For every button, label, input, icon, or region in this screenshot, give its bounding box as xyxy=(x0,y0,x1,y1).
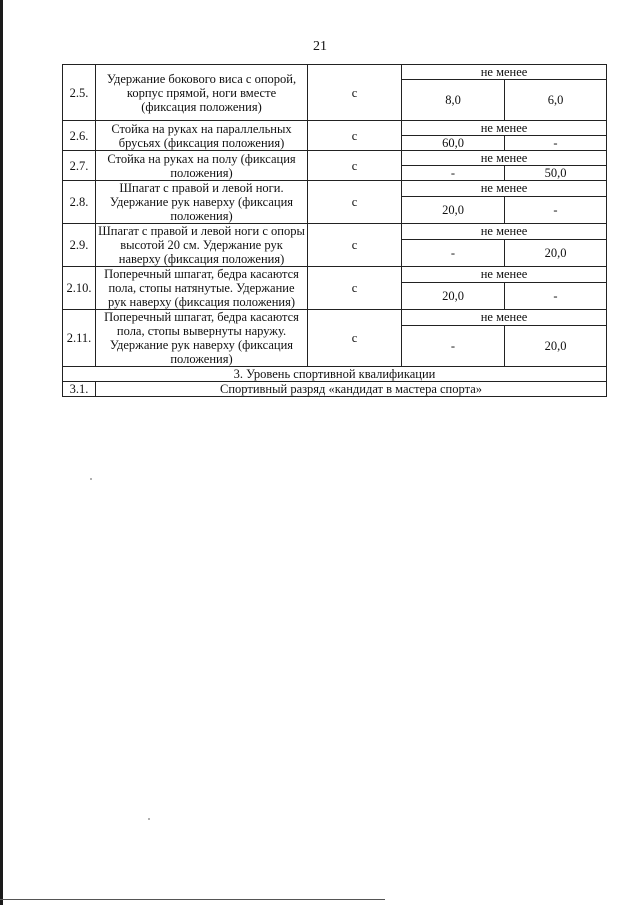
scan-edge-bottom xyxy=(0,899,385,900)
value-cell: 20,0 xyxy=(505,325,607,366)
exercise-description: Шпагат с правой и левой ноги с опоры высотой 20 см. Удержание рук наверху (фиксация положения) xyxy=(96,224,308,267)
norm-header: не менее xyxy=(402,181,607,197)
value-cell: 60,0 xyxy=(402,136,505,151)
norms-table xyxy=(62,64,607,397)
table-row xyxy=(63,224,607,240)
exercise-description: Стойка на руках на полу (фиксация положения) xyxy=(96,151,308,181)
exercise-description: Поперечный шпагат, бедра касаются пола, стопы вывернуты наружу. Удержание рук наверху (фиксация положения) xyxy=(96,310,308,367)
value-cell: - xyxy=(505,282,607,309)
unit-cell: с xyxy=(308,121,402,151)
table-row xyxy=(63,382,607,397)
unit-cell: с xyxy=(308,181,402,224)
section-row xyxy=(63,367,607,382)
value-cell: 50,0 xyxy=(505,166,607,181)
table-row xyxy=(63,65,607,80)
norm-header: не менее xyxy=(402,121,607,136)
norm-header: не менее xyxy=(402,310,607,326)
row-number: 2.6. xyxy=(63,121,96,151)
row-number: 2.8. xyxy=(63,181,96,224)
scan-speck xyxy=(90,478,92,480)
unit-cell: с xyxy=(308,267,402,310)
value-cell: - xyxy=(505,196,607,223)
norm-header: не менее xyxy=(402,65,607,80)
exercise-description: Шпагат с правой и левой ноги. Удержание рук наверху (фиксация положения) xyxy=(96,181,308,224)
table-row xyxy=(63,151,607,166)
value-cell: - xyxy=(505,136,607,151)
value-cell: 20,0 xyxy=(402,196,505,223)
norm-header: не менее xyxy=(402,151,607,166)
table-row xyxy=(63,267,607,283)
row-number: 2.11. xyxy=(63,310,96,367)
value-cell: - xyxy=(402,239,505,266)
section-title: 3. Уровень спортивной квалификации xyxy=(63,367,607,382)
unit-cell: с xyxy=(308,310,402,367)
value-cell: 8,0 xyxy=(402,80,505,121)
row-number: 2.9. xyxy=(63,224,96,267)
page-number: 21 xyxy=(313,39,327,54)
exercise-description: Стойка на руках на параллельных брусьях (фиксация положения) xyxy=(96,121,308,151)
row-number: 2.7. xyxy=(63,151,96,181)
row-number: 2.10. xyxy=(63,267,96,310)
qualification-text: Спортивный разряд «кандидат в мастера спорта» xyxy=(96,382,607,397)
row-number: 3.1. xyxy=(63,382,96,397)
value-cell: 6,0 xyxy=(505,80,607,121)
norm-header: не менее xyxy=(402,267,607,283)
exercise-description: Поперечный шпагат, бедра касаются пола, стопы натянутые. Удержание рук наверху (фиксация положения) xyxy=(96,267,308,310)
unit-cell: с xyxy=(308,65,402,121)
value-cell: 20,0 xyxy=(505,239,607,266)
table-row xyxy=(63,310,607,326)
scan-speck xyxy=(148,818,150,820)
unit-cell: с xyxy=(308,151,402,181)
scan-edge-left xyxy=(0,0,3,905)
value-cell: - xyxy=(402,325,505,366)
exercise-description: Удержание бокового виса с опорой, корпус прямой, ноги вместе (фиксация положения) xyxy=(96,65,308,121)
unit-cell: с xyxy=(308,224,402,267)
row-number: 2.5. xyxy=(63,65,96,121)
table-row xyxy=(63,181,607,197)
table-row xyxy=(63,121,607,136)
value-cell: 20,0 xyxy=(402,282,505,309)
value-cell: - xyxy=(402,166,505,181)
norm-header: не менее xyxy=(402,224,607,240)
